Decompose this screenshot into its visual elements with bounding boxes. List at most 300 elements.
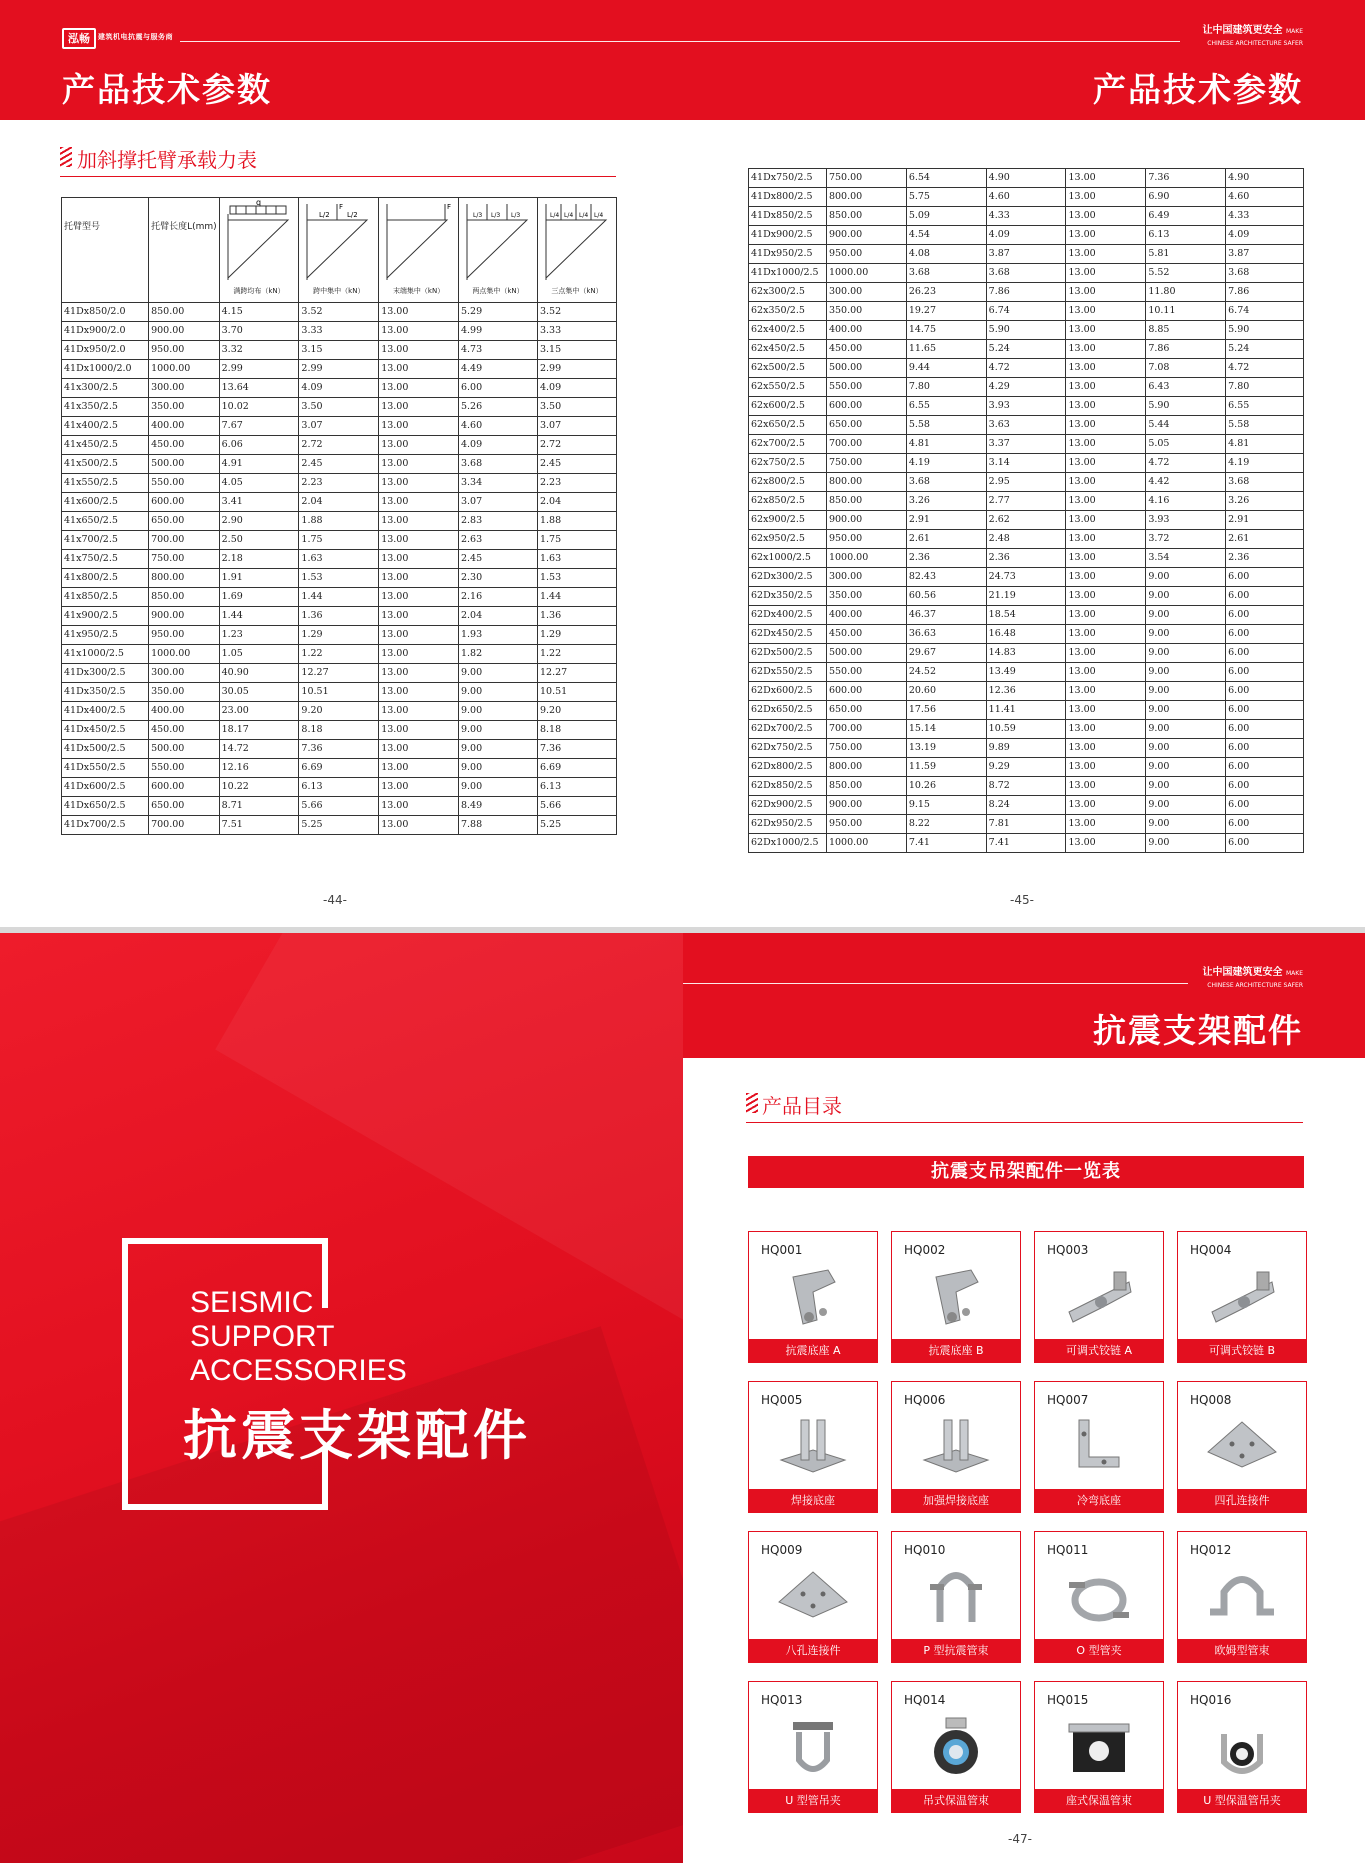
table-cell: 6.55 [1226, 397, 1304, 416]
table-cell: 62x700/2.5 [749, 435, 827, 454]
table-cell: 2.45 [458, 550, 537, 569]
table-cell: 1.23 [219, 626, 299, 645]
table-cell: 2.04 [458, 607, 537, 626]
cover-en-line2: SUPPORT [190, 1320, 335, 1353]
table-cell: 62Dx950/2.5 [749, 815, 827, 834]
table-cell: 1.53 [299, 569, 379, 588]
product-code: HQ008 [1190, 1393, 1232, 1407]
table-cell: 550.00 [826, 378, 906, 397]
table-cell: 62x400/2.5 [749, 321, 827, 340]
table-cell: 9.00 [1146, 568, 1226, 587]
table-cell: 8.18 [537, 721, 616, 740]
table-cell: 650.00 [149, 512, 220, 531]
product-card-hq014[interactable] [891, 1681, 1021, 1813]
table-cell: 2.04 [537, 493, 616, 512]
table-cell: 7.08 [1146, 359, 1226, 378]
table-cell: 17.56 [906, 701, 986, 720]
table-cell: 4.08 [906, 245, 986, 264]
table-cell: 13.00 [379, 607, 459, 626]
table-cell: 6.43 [1146, 378, 1226, 397]
table-cell: 3.32 [219, 341, 299, 360]
table-cell: 2.99 [537, 360, 616, 379]
table-cell: 10.22 [219, 778, 299, 797]
table-row [62, 626, 617, 645]
table-cell: 62x350/2.5 [749, 302, 827, 321]
table-cell: 350.00 [149, 683, 220, 702]
product-card-hq004[interactable] [1177, 1231, 1307, 1363]
table-cell: 13.00 [1066, 549, 1146, 568]
product-card-hq016[interactable] [1177, 1681, 1307, 1813]
table-cell: 6.00 [1226, 739, 1304, 758]
product-card-hq010[interactable] [891, 1531, 1021, 1663]
table-cell: 9.00 [458, 702, 537, 721]
table-cell: 7.36 [1146, 169, 1226, 188]
table-cell: 13.00 [379, 398, 459, 417]
table-cell: 62Dx750/2.5 [749, 739, 827, 758]
table-row [749, 359, 1304, 378]
table-cell: 29.67 [906, 644, 986, 663]
table-cell: 5.58 [906, 416, 986, 435]
table-cell: 12.16 [219, 759, 299, 778]
table-cell: 2.77 [986, 492, 1066, 511]
table-cell: 3.37 [986, 435, 1066, 454]
table-cell: 41Dx800/2.5 [749, 188, 827, 207]
table-cell: 5.66 [537, 797, 616, 816]
table-cell: 19.27 [906, 302, 986, 321]
table-cell: 62Dx550/2.5 [749, 663, 827, 682]
product-name: 焊接底座 [749, 1489, 877, 1512]
table-cell: 950.00 [826, 245, 906, 264]
table-cell: 1.44 [537, 588, 616, 607]
table-cell: 9.00 [458, 721, 537, 740]
table-cell: 13.00 [379, 417, 459, 436]
table-row [62, 550, 617, 569]
table-cell: 13.00 [379, 341, 459, 360]
table-cell: 8.71 [219, 797, 299, 816]
table-cell: 10.59 [986, 720, 1066, 739]
table-cell: 1.29 [537, 626, 616, 645]
product-name: 座式保温管束 [1035, 1789, 1163, 1812]
table-row [749, 644, 1304, 663]
table-row [749, 245, 1304, 264]
table-cell: 13.00 [1066, 340, 1146, 359]
table-cell: 7.67 [219, 417, 299, 436]
table-cell: 6.55 [906, 397, 986, 416]
table-cell: 700.00 [826, 435, 906, 454]
table-cell: 62x750/2.5 [749, 454, 827, 473]
table-cell: 13.00 [379, 797, 459, 816]
table-cell: 2.72 [299, 436, 379, 455]
product-code: HQ006 [904, 1393, 946, 1407]
table-cell: 62x650/2.5 [749, 416, 827, 435]
table-cell: 15.14 [906, 720, 986, 739]
table-cell: 5.66 [299, 797, 379, 816]
table-cell: 550.00 [149, 759, 220, 778]
table-cell: 13.00 [1066, 321, 1146, 340]
table-cell: 41x500/2.5 [62, 455, 149, 474]
table-cell: 62Dx600/2.5 [749, 682, 827, 701]
table-cell: 41x300/2.5 [62, 379, 149, 398]
angle-icon [1059, 1412, 1139, 1482]
table-row [62, 379, 617, 398]
table-cell: 3.41 [219, 493, 299, 512]
table-row [749, 454, 1304, 473]
end-load-diagram-icon [381, 200, 455, 280]
table-cell: 62Dx350/2.5 [749, 587, 827, 606]
product-code: HQ001 [761, 1243, 803, 1257]
product-card-hq012[interactable] [1177, 1531, 1307, 1663]
table-cell: 14.83 [986, 644, 1066, 663]
product-card-hq011[interactable] [1034, 1531, 1164, 1663]
table-cell: 4.73 [458, 341, 537, 360]
insulated-hanger-icon [1202, 1712, 1282, 1782]
table-row [62, 721, 617, 740]
table-row [62, 797, 617, 816]
product-name: 抗震底座 A [749, 1339, 877, 1362]
table-cell: 3.63 [986, 416, 1066, 435]
table-cell: 400.00 [149, 702, 220, 721]
table-cell: 24.73 [986, 568, 1066, 587]
product-name: 抗震底座 B [892, 1339, 1020, 1362]
table-cell: 4.54 [906, 226, 986, 245]
table-cell: 62x900/2.5 [749, 511, 827, 530]
table-cell: 4.09 [299, 379, 379, 398]
table-cell: 13.00 [379, 721, 459, 740]
product-card-hq001[interactable] [748, 1231, 878, 1363]
table-cell: 4.60 [986, 188, 1066, 207]
table-cell: 13.00 [379, 778, 459, 797]
table-cell: 2.50 [219, 531, 299, 550]
table-cell: 13.00 [379, 360, 459, 379]
table-cell: 10.11 [1146, 302, 1226, 321]
table-header-row [62, 198, 617, 303]
table-cell: 3.68 [458, 455, 537, 474]
table-cell: 12.27 [537, 664, 616, 683]
table-row [62, 778, 617, 797]
table-cell: 4.05 [219, 474, 299, 493]
table-cell: 36.63 [906, 625, 986, 644]
table-cell: 41x450/2.5 [62, 436, 149, 455]
table-row [62, 455, 617, 474]
table-row [62, 474, 617, 493]
table-cell: 4.99 [458, 322, 537, 341]
table-cell: 8.72 [986, 777, 1066, 796]
table-cell: 3.87 [986, 245, 1066, 264]
table-cell: 62x950/2.5 [749, 530, 827, 549]
cover-frame-right-top [322, 1238, 328, 1308]
table-cell: 3.93 [986, 397, 1066, 416]
table-cell: 6.54 [906, 169, 986, 188]
table-cell: 18.54 [986, 606, 1066, 625]
table-row [62, 398, 617, 417]
table-cell: 1.22 [299, 645, 379, 664]
table-cell: 41Dx950/2.5 [749, 245, 827, 264]
svg-text:F: F [447, 203, 452, 211]
table-cell: 650.00 [149, 797, 220, 816]
table-cell: 6.13 [537, 778, 616, 797]
table-cell: 850.00 [826, 207, 906, 226]
product-card-hq003[interactable] [1034, 1231, 1164, 1363]
table-cell: 10.26 [906, 777, 986, 796]
table-cell: 3.34 [458, 474, 537, 493]
table-cell: 6.69 [299, 759, 379, 778]
table-cell: 9.00 [1146, 777, 1226, 796]
table-row [749, 283, 1304, 302]
table-cell: 2.83 [458, 512, 537, 531]
header-three-point-load: L/4 L/4 L/4 L/4 三点集中（kN） [537, 198, 616, 303]
svg-text:L/3: L/3 [490, 212, 501, 219]
table-cell: 1.44 [219, 607, 299, 626]
table-cell: 9.00 [458, 683, 537, 702]
table-cell: 41Dx350/2.5 [62, 683, 149, 702]
table-row [749, 587, 1304, 606]
product-card-hq008[interactable] [1177, 1381, 1307, 1513]
table-cell: 3.33 [537, 322, 616, 341]
table-cell: 6.00 [1226, 796, 1304, 815]
product-code: HQ005 [761, 1393, 803, 1407]
table-cell: 41Dx700/2.5 [62, 816, 149, 835]
table-cell: 11.80 [1146, 283, 1226, 302]
table-cell: 950.00 [149, 341, 220, 360]
table-cell: 850.00 [149, 303, 220, 322]
table-cell: 5.09 [906, 207, 986, 226]
section-title-47: 产品目录 [762, 1094, 842, 1118]
table-cell: 6.00 [1226, 682, 1304, 701]
table-cell: 41x950/2.5 [62, 626, 149, 645]
table-cell: 400.00 [826, 321, 906, 340]
table-cell: 4.09 [986, 226, 1066, 245]
table-cell: 500.00 [826, 359, 906, 378]
table-row [749, 473, 1304, 492]
table-row [749, 416, 1304, 435]
table-row [62, 303, 617, 322]
slogan-cn: 让中国建筑更安全 [1202, 25, 1283, 36]
table-cell: 12.36 [986, 682, 1066, 701]
table-cell: 2.90 [219, 512, 299, 531]
product-card-hq006[interactable] [891, 1381, 1021, 1513]
table-cell: 1.29 [299, 626, 379, 645]
table-cell: 2.91 [906, 511, 986, 530]
table-cell: 9.00 [1146, 587, 1226, 606]
table-cell: 41x900/2.5 [62, 607, 149, 626]
table-cell: 62x450/2.5 [749, 340, 827, 359]
table-cell: 41Dx900/2.0 [62, 322, 149, 341]
table-cell: 4.91 [219, 455, 299, 474]
table-cell: 400.00 [826, 606, 906, 625]
table-row [749, 758, 1304, 777]
table-cell: 9.00 [1146, 796, 1226, 815]
product-name: 加强焊接底座 [892, 1489, 1020, 1512]
table-row [749, 340, 1304, 359]
table-cell: 4.19 [1226, 454, 1304, 473]
table-cell: 6.90 [1146, 188, 1226, 207]
product-card-hq002[interactable] [891, 1231, 1021, 1363]
table-cell: 5.52 [1146, 264, 1226, 283]
table-cell: 41x1000/2.5 [62, 645, 149, 664]
product-code: HQ009 [761, 1543, 803, 1557]
table-cell: 3.15 [299, 341, 379, 360]
table-cell: 2.48 [986, 530, 1066, 549]
table-row [62, 702, 617, 721]
table-cell: 13.00 [1066, 682, 1146, 701]
product-code: HQ015 [1047, 1693, 1089, 1707]
table-row [749, 530, 1304, 549]
table-cell: 23.00 [219, 702, 299, 721]
header-two-point-load: L/3 L/3 L/3 两点集中（kN） [458, 198, 537, 303]
table-cell: 600.00 [826, 397, 906, 416]
table-cell: 1.75 [299, 531, 379, 550]
product-code: HQ002 [904, 1243, 946, 1257]
table-cell: 13.00 [1066, 663, 1146, 682]
table-cell: 13.00 [379, 512, 459, 531]
table-row [749, 815, 1304, 834]
table-cell: 9.44 [906, 359, 986, 378]
table-cell: 13.00 [1066, 397, 1146, 416]
product-card-hq009[interactable] [748, 1531, 878, 1663]
table-row [62, 360, 617, 379]
table-cell: 6.00 [458, 379, 537, 398]
table-cell: 2.30 [458, 569, 537, 588]
table-cell: 13.00 [1066, 834, 1146, 853]
product-name: 可调式铰链 A [1035, 1339, 1163, 1362]
section-title-44: 加斜撑托臂承载力表 [77, 148, 257, 172]
product-card-hq005[interactable] [748, 1381, 878, 1513]
table-cell: 5.81 [1146, 245, 1226, 264]
table-cell: 9.20 [537, 702, 616, 721]
table-cell: 750.00 [826, 169, 906, 188]
table-cell: 6.00 [1226, 587, 1304, 606]
table-cell: 6.69 [537, 759, 616, 778]
page-number-44: -44- [323, 893, 347, 907]
table-cell: 1.88 [537, 512, 616, 531]
table-cell: 7.41 [986, 834, 1066, 853]
table-cell: 300.00 [826, 568, 906, 587]
table-cell: 1.05 [219, 645, 299, 664]
table-cell: 4.60 [1226, 188, 1304, 207]
table-row [749, 720, 1304, 739]
table-row [62, 759, 617, 778]
table-cell: 3.68 [1226, 264, 1304, 283]
table-cell: 950.00 [826, 530, 906, 549]
table-cell: 9.00 [458, 740, 537, 759]
table-cell: 800.00 [826, 473, 906, 492]
table-cell: 7.51 [219, 816, 299, 835]
table-cell: 4.81 [1226, 435, 1304, 454]
table-cell: 41x700/2.5 [62, 531, 149, 550]
product-card-hq007[interactable] [1034, 1381, 1164, 1513]
table-cell: 5.58 [1226, 416, 1304, 435]
table-cell: 600.00 [826, 682, 906, 701]
table-cell: 4.90 [986, 169, 1066, 188]
table-cell: 10.02 [219, 398, 299, 417]
table-cell: 500.00 [149, 740, 220, 759]
table-cell: 26.23 [906, 283, 986, 302]
table-cell: 3.26 [1226, 492, 1304, 511]
table-cell: 500.00 [149, 455, 220, 474]
table-cell: 24.52 [906, 663, 986, 682]
table-cell: 3.68 [906, 473, 986, 492]
table-row [62, 645, 617, 664]
table-cell: 2.72 [537, 436, 616, 455]
cover-title-cn: 抗震支架配件 [183, 1404, 531, 1467]
table-row [62, 607, 617, 626]
product-card-hq013[interactable] [748, 1681, 878, 1813]
table-row [749, 169, 1304, 188]
product-name: U 型管吊夹 [749, 1789, 877, 1812]
header-midspan-load: F L/2 L/2 跨中集中（kN） [299, 198, 379, 303]
table-cell: 2.45 [537, 455, 616, 474]
table-row [62, 664, 617, 683]
cover-en-line3: ACCESSORIES [190, 1354, 407, 1387]
bracket-icon [773, 1262, 853, 1332]
table-cell: 300.00 [826, 283, 906, 302]
table-cell: 13.00 [1066, 720, 1146, 739]
section-marker-icon [60, 147, 72, 167]
product-name: P 型抗震管束 [892, 1639, 1020, 1662]
table-cell: 41Dx500/2.5 [62, 740, 149, 759]
table-cell: 5.24 [986, 340, 1066, 359]
table-cell: 800.00 [826, 188, 906, 207]
table-cell: 2.61 [906, 530, 986, 549]
table-cell: 30.05 [219, 683, 299, 702]
svg-text:L/4: L/4 [549, 212, 560, 219]
table-row [749, 321, 1304, 340]
table-cell: 41x650/2.5 [62, 512, 149, 531]
table-cell: 41x550/2.5 [62, 474, 149, 493]
table-cell: 46.37 [906, 606, 986, 625]
table-row [749, 302, 1304, 321]
table-cell: 2.99 [299, 360, 379, 379]
table-cell: 4.16 [1146, 492, 1226, 511]
table-cell: 3.68 [1226, 473, 1304, 492]
two-point-load-diagram-icon [461, 200, 535, 280]
table-row [749, 226, 1304, 245]
table-row [749, 777, 1304, 796]
table-cell: 41x350/2.5 [62, 398, 149, 417]
table-cell: 13.00 [379, 379, 459, 398]
table-cell: 13.00 [1066, 530, 1146, 549]
product-card-hq015[interactable] [1034, 1681, 1164, 1813]
table-cell: 7.86 [986, 283, 1066, 302]
table-cell: 750.00 [826, 454, 906, 473]
product-name: 欧姆型管束 [1178, 1639, 1306, 1662]
base-icon [773, 1412, 853, 1482]
table-cell: 4.60 [458, 417, 537, 436]
table-cell: 13.19 [906, 739, 986, 758]
table-cell: 13.00 [1066, 245, 1146, 264]
table-cell: 3.52 [299, 303, 379, 322]
table-cell: 900.00 [149, 607, 220, 626]
table-row [62, 588, 617, 607]
table-cell: 13.00 [1066, 815, 1146, 834]
table-cell: 62Dx500/2.5 [749, 644, 827, 663]
table-cell: 2.95 [986, 473, 1066, 492]
table-cell: 1000.00 [149, 360, 220, 379]
catalog-banner: 抗震支吊架配件一览表 [748, 1156, 1304, 1188]
svg-text:L/4: L/4 [593, 212, 604, 219]
table-cell: 13.00 [1066, 644, 1146, 663]
table-cell: 550.00 [826, 663, 906, 682]
table-cell: 13.00 [379, 816, 459, 835]
table-cell: 13.00 [379, 759, 459, 778]
header-end-load: F 末端集中（kN） [379, 198, 459, 303]
table-cell: 3.26 [906, 492, 986, 511]
header-uniform-load: q 满跨均布（kN） [219, 198, 299, 303]
table-cell: 62x300/2.5 [749, 283, 827, 302]
table-row [62, 816, 617, 835]
slogan-make: MAKE [1285, 28, 1303, 35]
table-cell: 4.72 [1226, 359, 1304, 378]
